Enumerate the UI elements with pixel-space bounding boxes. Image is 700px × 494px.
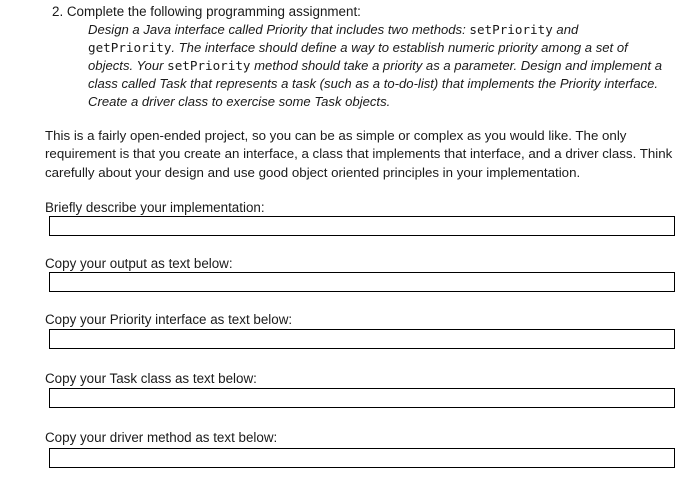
task-class-label: Copy your Task class as text below: bbox=[45, 371, 257, 386]
assignment-text-part-1: Design a Java interface called Priority that includes two methods: bbox=[88, 22, 470, 37]
priority-interface-answer-field[interactable] bbox=[49, 329, 675, 349]
method-name-set-priority-2: setPriority bbox=[167, 58, 251, 74]
output-answer-field[interactable] bbox=[49, 272, 675, 292]
driver-method-label: Copy your driver method as text below: bbox=[45, 430, 278, 445]
question-heading: 2. Complete the following programming assignment: bbox=[52, 4, 361, 19]
assignment-text-part-4: method should take a priority as a parameter. Design and implement a class called Task that represents a task (such as a to-do-list) that implements the Priority interface. Create a driver class to exercise some Task objects. bbox=[88, 58, 662, 110]
method-name-get-priority: getPriority bbox=[88, 40, 172, 56]
implementation-label: Briefly describe your implementation: bbox=[45, 200, 265, 215]
task-class-answer-field[interactable] bbox=[49, 388, 675, 408]
assignment-text bbox=[88, 21, 663, 111]
priority-interface-label: Copy your Priority interface as text below: bbox=[45, 312, 293, 327]
instructions-paragraph: This is a fairly open-ended project, so you can be as simple or complex as you would like. The only requirement is that you create an interface, a class that implements that interface, and a driver class. Think carefully about your design and use good object oriented principles in your implementation. bbox=[45, 128, 673, 180]
output-label: Copy your output as text below: bbox=[45, 256, 233, 271]
assignment-text-part-3: . The interface should define a way to establish numeric priority among a set of objects. Your bbox=[88, 40, 628, 74]
implementation-answer-field[interactable] bbox=[49, 216, 675, 236]
assignment-text-part-2: and bbox=[552, 22, 579, 37]
method-name-set-priority: setPriority bbox=[469, 22, 553, 37]
driver-method-answer-field[interactable] bbox=[49, 448, 675, 468]
